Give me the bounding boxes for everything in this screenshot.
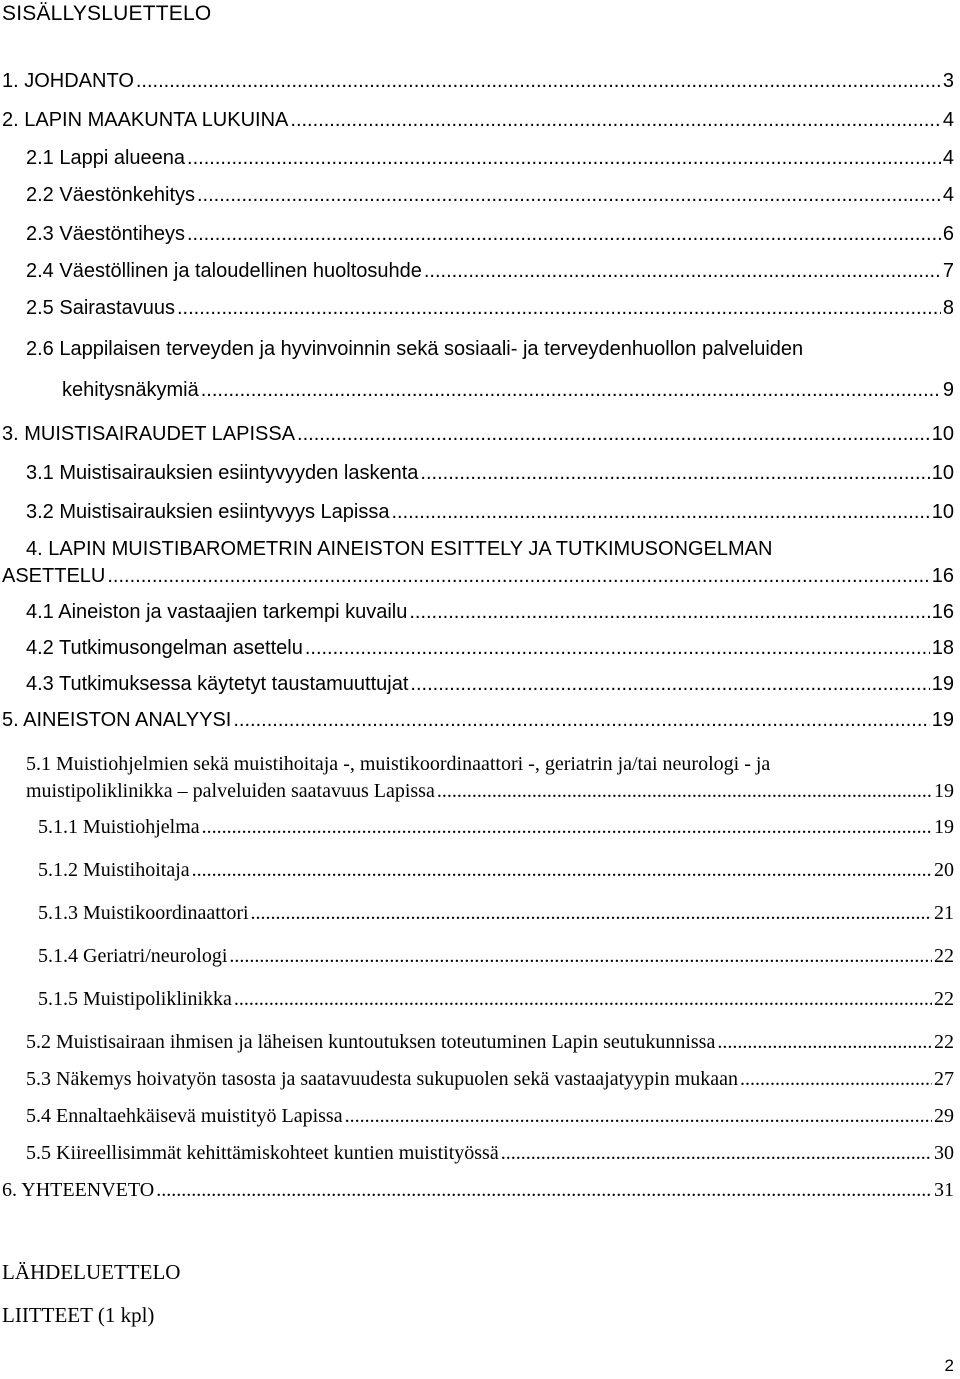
- toc-entry[interactable]: [26, 501, 954, 529]
- toc-entry-first-line[interactable]: 5.1 Muistiohjelmien sekä muistihoitaja -, muistikoordinaattori -, geriatrin ja/tai neurologi - ja: [26, 753, 771, 775]
- toc-entry-label: muistipoliklinikka – palveluiden saatavuus Lapissa: [26, 780, 435, 802]
- toc-leader: [234, 988, 932, 1011]
- toc-entry-label: 2.3 Väestöntiheys: [26, 223, 185, 245]
- toc-entry[interactable]: [38, 902, 954, 930]
- toc-entry-label: 5.1.5 Muistipoliklinikka: [38, 988, 232, 1010]
- toc-entry[interactable]: [38, 945, 954, 973]
- toc-entry[interactable]: [2, 423, 954, 451]
- toc-entry-page: 22: [934, 988, 954, 1010]
- toc-entry[interactable]: [26, 1031, 954, 1059]
- toc-entry-page: 18: [931, 637, 954, 659]
- toc-entry-page: 30: [934, 1142, 954, 1164]
- toc-entry[interactable]: [38, 859, 954, 887]
- toc-entry-label: 5.1.4 Geriatri/neurologi: [38, 945, 228, 967]
- toc-entry-page: 3: [942, 70, 954, 92]
- toc-entry[interactable]: [26, 260, 954, 288]
- toc-leader: [305, 637, 930, 660]
- toc-entry-page: 7: [942, 260, 954, 282]
- toc-entry-page: 20: [934, 859, 954, 881]
- toc-leader: [409, 601, 929, 624]
- toc-entry-label: 2.2 Väestönkehitys: [26, 184, 195, 206]
- toc-entry[interactable]: [26, 184, 954, 212]
- toc-entry-page: 19: [931, 709, 954, 731]
- toc-leader: [229, 945, 932, 968]
- toc-title: SISÄLLYSLUETTELO: [2, 2, 212, 25]
- toc-leader: [251, 902, 932, 925]
- page-number: 2: [944, 1356, 954, 1375]
- toc-entry[interactable]: [26, 297, 954, 325]
- toc-entry-label: 3. MUISTISAIRAUDET LAPISSA: [2, 423, 296, 445]
- toc-entry-label: 4.1 Aineiston ja vastaajien tarkempi kuvailu: [26, 601, 408, 623]
- toc-entry[interactable]: [2, 109, 954, 137]
- toc-leader: [717, 1031, 932, 1054]
- toc-entry-label: 2.5 Sairastavuus: [26, 297, 175, 319]
- toc-entry-label: 6. YHTEENVETO: [2, 1179, 155, 1201]
- toc-leader: [156, 1179, 932, 1202]
- toc-leader: [187, 223, 941, 246]
- toc-entry[interactable]: [62, 379, 954, 407]
- toc-entry-label: 4.3 Tutkimuksessa käytetyt taustamuuttujat: [26, 673, 409, 695]
- toc-leader: [297, 423, 930, 446]
- toc-entry-label: kehitysnäkymiä: [62, 379, 199, 401]
- toc-leader: [201, 379, 941, 402]
- toc-entry-label: 5.3 Näkemys hoivatyön tasosta ja saatavuudesta sukupuolen sekä vastaajatyypin mukaan: [26, 1068, 739, 1090]
- toc-entry-label: 5.4 Ennaltaehkäisevä muistityö Lapissa: [26, 1105, 343, 1127]
- toc-entry-page: 16: [931, 565, 954, 587]
- toc-leader: [410, 673, 929, 696]
- toc-entry-label: 5.5 Kiireellisimmät kehittämiskohteet kuntien muistityössä: [26, 1142, 499, 1164]
- toc-leader: [136, 70, 941, 93]
- toc-leader: [202, 816, 932, 839]
- toc-entry[interactable]: [2, 709, 954, 737]
- toc-entry-page: 4: [942, 184, 954, 206]
- toc-entry-page: 8: [942, 297, 954, 319]
- toc-leader: [107, 565, 929, 588]
- toc-leader: [392, 501, 930, 524]
- toc-entry[interactable]: [26, 147, 954, 175]
- toc-entry-first-line[interactable]: 4. LAPIN MUISTIBAROMETRIN AINEISTON ESITTELY JA TUTKIMUSONGELMAN: [26, 538, 773, 560]
- toc-entry-page: 22: [934, 945, 954, 967]
- toc-leader: [233, 709, 929, 732]
- toc-leader: [345, 1105, 932, 1128]
- toc-leader: [437, 780, 932, 803]
- toc-entry-page: 19: [931, 673, 954, 695]
- toc-entry[interactable]: [26, 1105, 954, 1133]
- toc-entry[interactable]: [26, 637, 954, 665]
- toc-entry[interactable]: [26, 1068, 954, 1096]
- toc-entry[interactable]: [38, 816, 954, 844]
- toc-entry-page: 4: [942, 147, 954, 169]
- toc-entry[interactable]: [26, 462, 954, 490]
- toc-entry-label: 2.1 Lappi alueena: [26, 147, 186, 169]
- toc-entry-page: 6: [942, 223, 954, 245]
- toc-leader: [177, 297, 941, 320]
- toc-entry-label: 5.1.2 Muistihoitaja: [38, 859, 190, 881]
- toc-leader: [192, 859, 932, 882]
- toc-entry-label: 1. JOHDANTO: [2, 70, 134, 92]
- toc-entry-label: 5. AINEISTON ANALYYSI: [2, 709, 232, 731]
- toc-leader: [290, 109, 940, 132]
- toc-entry-page: 27: [934, 1068, 954, 1090]
- toc-entry-label: 2.4 Väestöllinen ja taloudellinen huoltosuhde: [26, 260, 422, 282]
- toc-entry[interactable]: [2, 565, 954, 593]
- toc-entry-page: 10: [931, 501, 954, 523]
- toc-entry[interactable]: [2, 1179, 954, 1207]
- toc-entry-label: 3.2 Muistisairauksien esiintyvyys Lapissa: [26, 501, 390, 523]
- toc-entry-page: 4: [942, 109, 954, 131]
- toc-entry-label: 2. LAPIN MAAKUNTA LUKUINA: [2, 109, 289, 131]
- toc-leader: [197, 184, 941, 207]
- toc-leader: [424, 260, 941, 283]
- toc-entry[interactable]: [38, 988, 954, 1016]
- toc-leader: [420, 462, 929, 485]
- toc-entry-page: 9: [942, 379, 954, 401]
- toc-entry[interactable]: [2, 70, 954, 98]
- toc-entry-label: 4.2 Tutkimusongelman asettelu: [26, 637, 303, 659]
- toc-leader: [740, 1068, 932, 1091]
- toc-entry-label: ASETTELU: [2, 565, 106, 587]
- toc-entry-page: 10: [931, 462, 954, 484]
- toc-entry[interactable]: [26, 223, 954, 251]
- toc-entry-first-line[interactable]: 2.6 Lappilaisen terveyden ja hyvinvoinnin sekä sosiaali- ja terveydenhuollon palveluiden: [26, 338, 804, 360]
- toc-entry-label: 5.1.3 Muistikoordinaattori: [38, 902, 249, 924]
- toc-entry-label: 5.1.1 Muistiohjelma: [38, 816, 200, 838]
- toc-entry-page: 21: [934, 902, 954, 924]
- toc-entry-page: 10: [931, 423, 954, 445]
- toc-entry[interactable]: [26, 673, 954, 701]
- toc-entry-page: 29: [934, 1105, 954, 1127]
- toc-leader: [501, 1142, 932, 1165]
- toc-entry-page: 19: [934, 816, 954, 838]
- toc-entry[interactable]: [26, 1142, 954, 1170]
- appendices-heading[interactable]: LIITTEET (1 kpl): [2, 1303, 155, 1327]
- toc-leader: [187, 147, 941, 170]
- toc-entry-page: 31: [934, 1179, 954, 1201]
- toc-entry-label: 3.1 Muistisairauksien esiintyvyyden laskenta: [26, 462, 419, 484]
- toc-entry-page: 16: [931, 601, 954, 623]
- toc-entry-label: 5.2 Muistisairaan ihmisen ja läheisen kuntoutuksen toteutuminen Lapin seutukunnissa: [26, 1031, 716, 1053]
- toc-entry[interactable]: [26, 601, 954, 629]
- toc-entry-page: 22: [934, 1031, 954, 1053]
- toc-entry-page: 19: [934, 780, 954, 802]
- toc-entry[interactable]: [26, 780, 954, 808]
- references-heading[interactable]: LÄHDELUETTELO: [2, 1260, 181, 1284]
